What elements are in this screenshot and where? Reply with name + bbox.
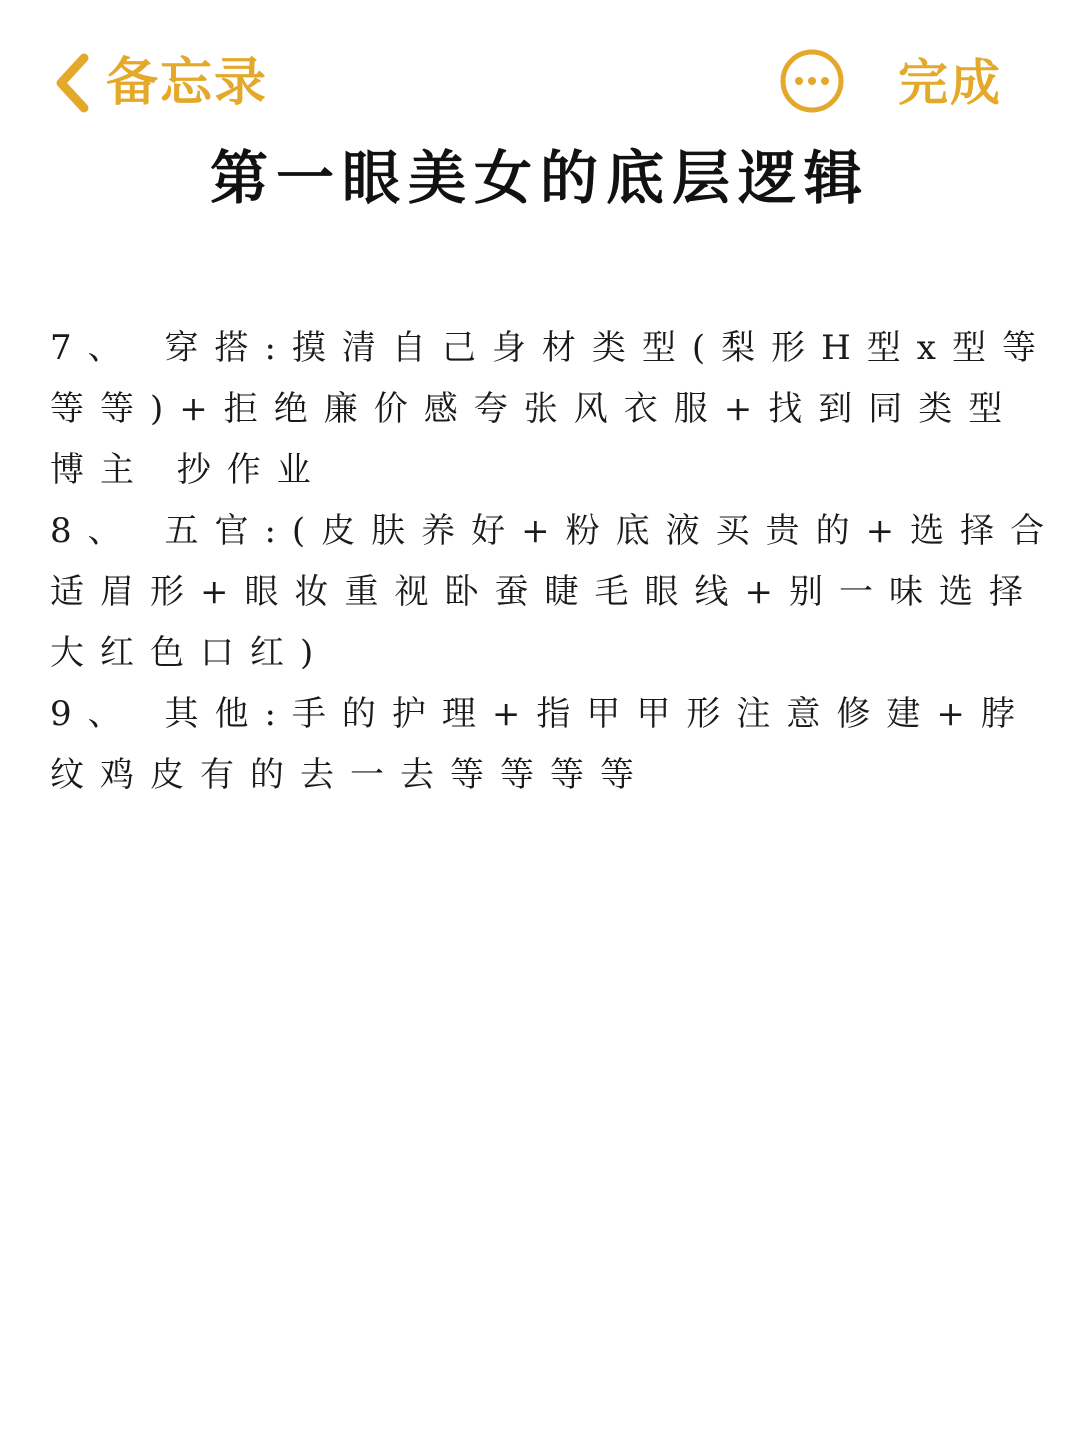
more-options-button[interactable] <box>778 47 846 115</box>
done-button[interactable]: 完成 <box>898 54 1002 112</box>
note-line: 8、 五官:(皮肤养好+粉底液买贵的+选择合 <box>50 511 1061 551</box>
note-title: 第一眼美女的底层逻辑 <box>209 144 870 212</box>
navigation-bar <box>0 0 1080 140</box>
ellipsis-circle-icon <box>778 47 846 115</box>
note-line: 7、 穿搭:摸清自己身材类型(梨形H型x型等 <box>50 328 1052 368</box>
note-line: 9、 其他:手的护理+指甲甲形注意修建+脖 <box>50 694 1031 734</box>
note-line: 纹鸡皮有的去一去等等等等 <box>50 755 650 795</box>
note-line: 博主 抄作业 <box>50 450 327 490</box>
chevron-left-icon <box>52 52 92 114</box>
back-label: 备忘录 <box>106 53 269 113</box>
note-body[interactable] <box>50 318 1061 806</box>
note-line: 等等)+拒绝廉价感夸张风衣服+找到同类型 <box>50 389 1019 429</box>
back-button[interactable] <box>52 48 268 118</box>
note-line: 适眉形+眼妆重视卧蚕睫毛眼线+别一味选择 <box>50 572 1039 612</box>
note-line: 大红色口红) <box>50 633 330 673</box>
